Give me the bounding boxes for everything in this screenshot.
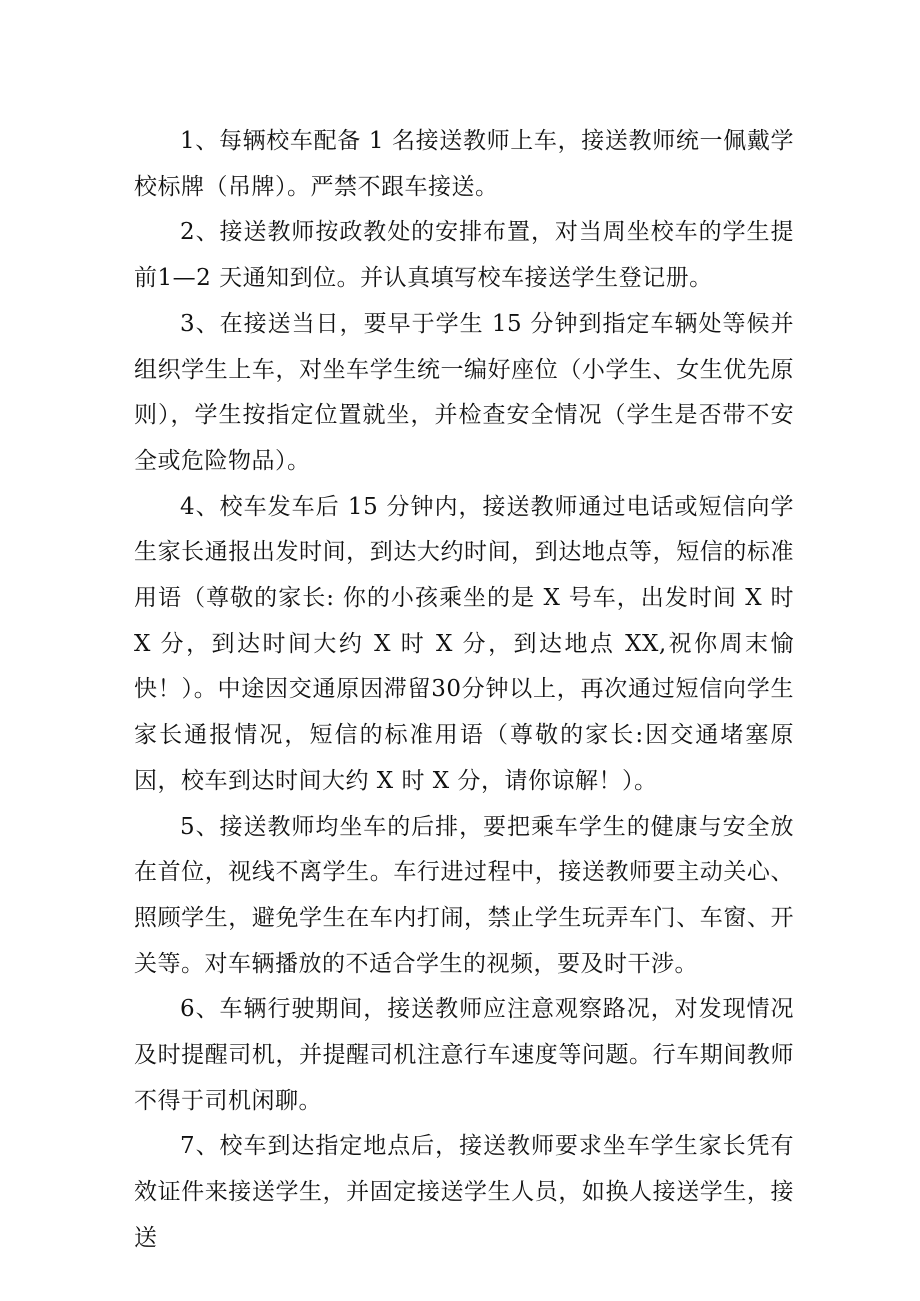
paragraph-5: 5、接送教师均坐车的后排，要把乘车学生的健康与安全放在首位，视线不离学生。车行进过程中，接送教师要主动关心、照顾学生，避免学生在车内打闹，禁止学生玩弄车门、车窗、开关等。对车辆播放的不适合学生的视频，要及时干涉。 [134,813,794,977]
paragraph-2: 2、接送教师按政教处的安排布置，对当周坐校车的学生提前1—2 天通知到位。并认真填写校车接送学生登记册。 [134,219,794,292]
paragraph-6: 6、车辆行驶期间，接送教师应注意观察路况，对发现情况及时提醒司机，并提醒司机注意行车速度等问题。行车期间教师不得于司机闲聊。 [134,996,794,1114]
paragraph-7: 7、校车到达指定地点后，接送教师要求坐车学生家长凭有效证件来接送学生，并固定接送学生人员，如换人接送学生，接送 [134,1133,794,1251]
paragraph-3: 3、在接送当日，要早于学生 15 分钟到指定车辆处等候并组织学生上车，对坐车学生统一编好座位（小学生、女生优先原则），学生按指定位置就坐，并检查安全情况（学生是否带不安全或危险物品）。 [134,310,794,474]
paragraph-4: 4、校车发车后 15 分钟内，接送教师通过电话或短信向学生家长通报出发时间，到达大约时间，到达地点等，短信的标准用语（尊敬的家长: 你的小孩乘坐的是 X 号车，出发时间 X 时 X 分，到达时间大约 X 时 X 分，到达地点 XX,祝你周末愉快！）。中途因交通原因滞留30分钟以上，再次通过短信向学生家长通报情况，短信的标准用语（尊敬的家长:因交通堵塞原因，校车到达时间大约 X 时 X 分，请你谅解！）。 [134,493,794,794]
paragraph-1: 1、每辆校车配备 1 名接送教师上车，接送教师统一佩戴学校标牌（吊牌）。严禁不跟车接送。 [134,128,794,200]
